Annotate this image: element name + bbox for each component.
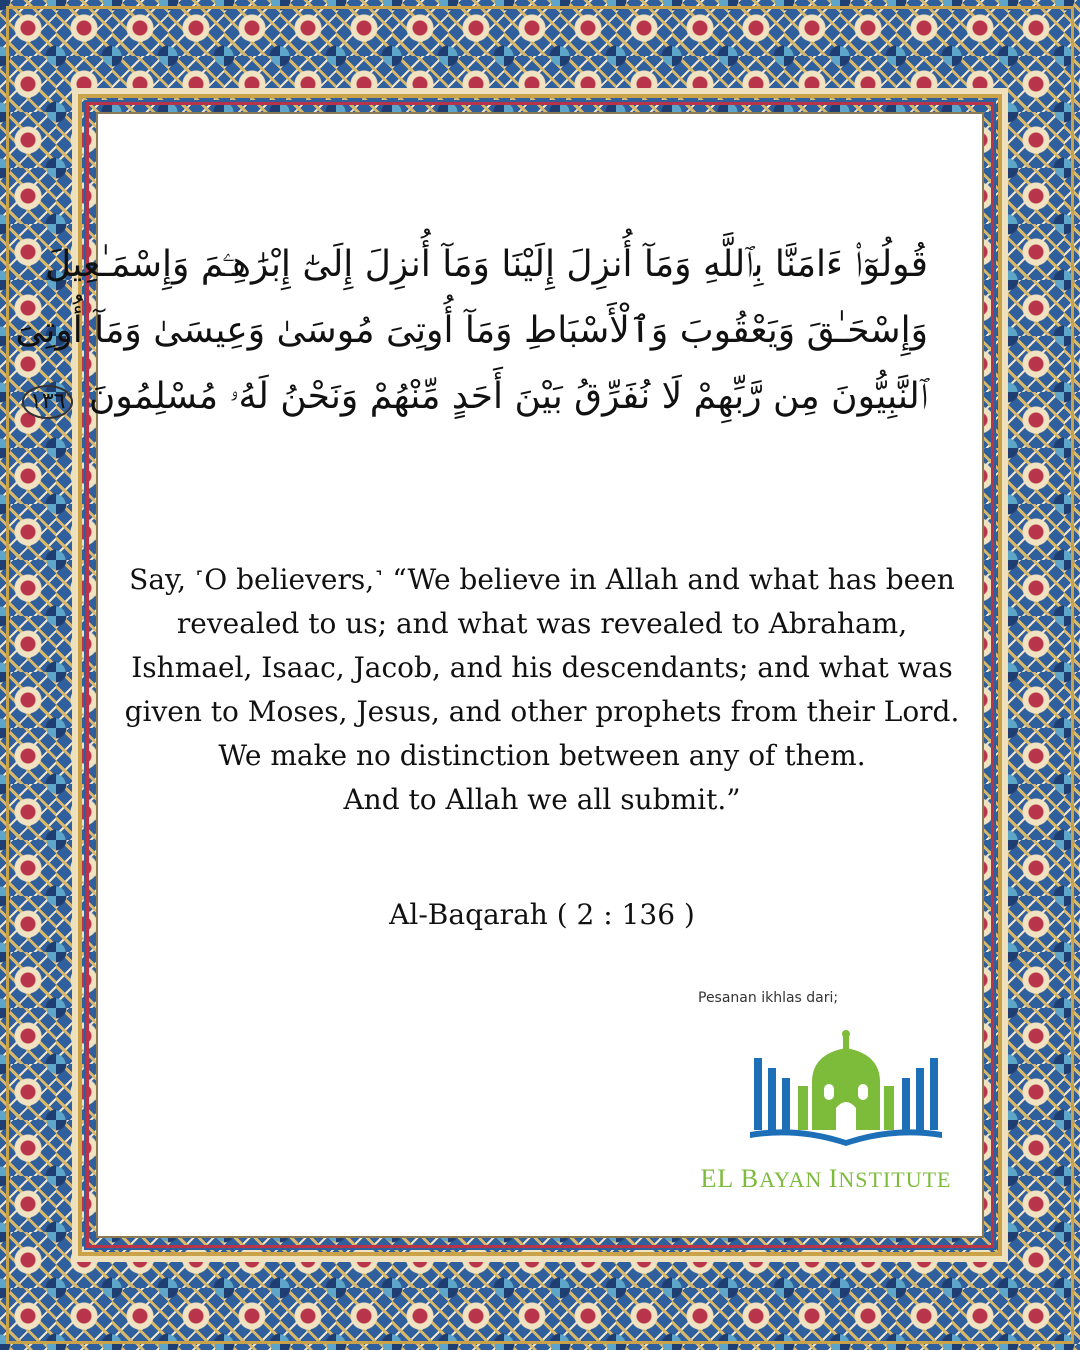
english-translation (118, 558, 966, 822)
translation-line-5: We make no distinction between any of them. (218, 739, 866, 772)
logo-word-el: EL (700, 1164, 735, 1193)
verse-card (15, 112, 984, 1238)
sender-note: Pesanan ikhlas dari; (698, 990, 839, 1006)
translation-line-4: given to Moses, Jesus, and other prophets from their Lord. (124, 695, 960, 728)
arabic-line-1: قُولُوٓا۟ ءَامَنَّا بِٱللَّهِ وَمَآ أُنزِلَ إِلَيْنَا وَمَآ أُنزِلَ إِلَىٰٓ إِبْرَٰهِـۧمَ وَإِسْمَـٰعِيلَ (45, 244, 928, 285)
arabic-line-3 (30, 364, 928, 430)
ayah-number-marker: ١٣٦ (22, 385, 73, 419)
logo-letter-i: I (828, 1164, 839, 1193)
logo-word-nstitute: NSTITUTE (838, 1167, 952, 1192)
logo-letter-b: B (740, 1164, 760, 1193)
institute-logo-icon (746, 1028, 946, 1148)
translation-line-1: Say, ˹O believers,˺ “We believe in Allah and what has been (129, 563, 955, 596)
translation-line-6: And to Allah we all submit.” (343, 783, 741, 816)
translation-line-2: revealed to us; and what was revealed to Abraham, (176, 607, 908, 640)
arabic-line-2: وَإِسْحَـٰقَ وَيَعْقُوبَ وَٱلْأَسْبَاطِ وَمَآ أُوتِىَ مُوسَىٰ وَعِيسَىٰ وَمَآ أُوتِىَ (15, 310, 928, 351)
translation-line-3: Ishmael, Isaac, Jacob, and his descendants; and what was (131, 651, 953, 684)
verse-reference: Al-Baqarah ( 2 : 136 ) (389, 898, 695, 931)
arabic-line-3-text: ٱلنَّبِيُّونَ مِن رَّبِّهِمْ لَا نُفَرِّقُ بَيْنَ أَحَدٍ مِّنْهُمْ وَنَحْنُ لَهُۥ مُسْلِمُونَ (88, 376, 928, 417)
arabic-verse (15, 232, 928, 430)
logo-word-ayan: AYAN (759, 1167, 823, 1192)
institute-name (696, 1164, 956, 1194)
